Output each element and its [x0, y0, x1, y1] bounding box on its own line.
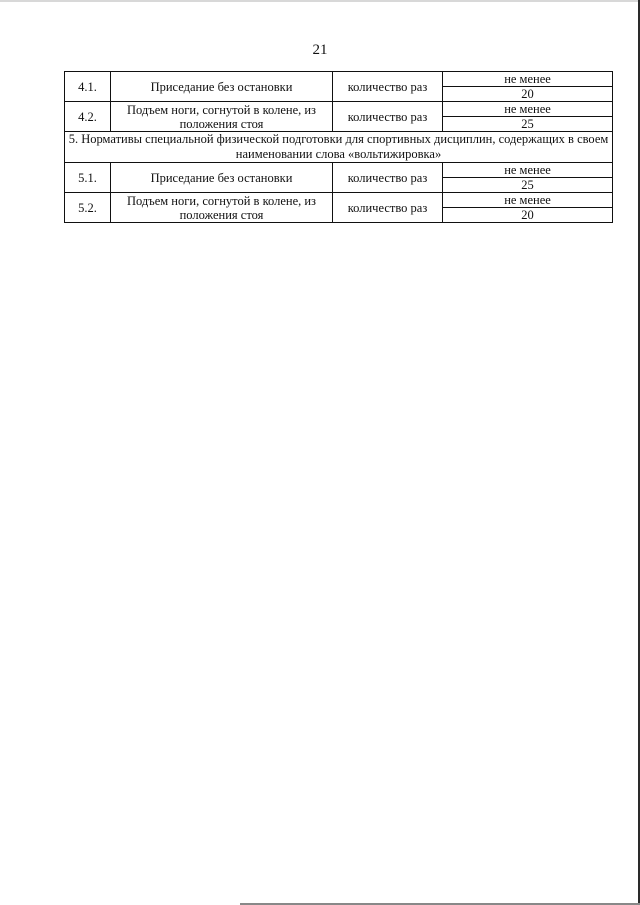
- unit-cell: количество раз: [333, 102, 443, 132]
- unit-cell: количество раз: [333, 163, 443, 193]
- row-number: 4.1.: [65, 72, 111, 102]
- section-header-row: [65, 132, 613, 163]
- table-row: [65, 193, 613, 208]
- row-number: 4.2.: [65, 102, 111, 132]
- exercise-name: Подъем ноги, согнутой в колене, из положения стоя: [111, 193, 333, 223]
- limit-label: не менее: [443, 163, 613, 178]
- scan-edge-top: [0, 0, 640, 2]
- norm-value: 20: [443, 208, 613, 223]
- norm-value: 25: [443, 117, 613, 132]
- norm-value: 25: [443, 178, 613, 193]
- table-row: [65, 102, 613, 117]
- unit-cell: количество раз: [333, 72, 443, 102]
- limit-label: не менее: [443, 193, 613, 208]
- table-row: [65, 72, 613, 87]
- limit-label: не менее: [443, 72, 613, 87]
- norm-value: 20: [443, 87, 613, 102]
- exercise-name: Подъем ноги, согнутой в колене, из положения стоя: [111, 102, 333, 132]
- norms-table: [64, 71, 613, 223]
- row-number: 5.2.: [65, 193, 111, 223]
- row-number: 5.1.: [65, 163, 111, 193]
- exercise-name: Приседание без остановки: [111, 163, 333, 193]
- limit-label: не менее: [443, 102, 613, 117]
- page-number: 21: [312, 42, 328, 58]
- exercise-name: Приседание без остановки: [111, 72, 333, 102]
- section-title: 5. Нормативы специальной физической подготовки для спортивных дисциплин, содержащих в своем наименовании слова «вольтижировка»: [65, 132, 613, 163]
- table-row: [65, 163, 613, 178]
- unit-cell: количество раз: [333, 193, 443, 223]
